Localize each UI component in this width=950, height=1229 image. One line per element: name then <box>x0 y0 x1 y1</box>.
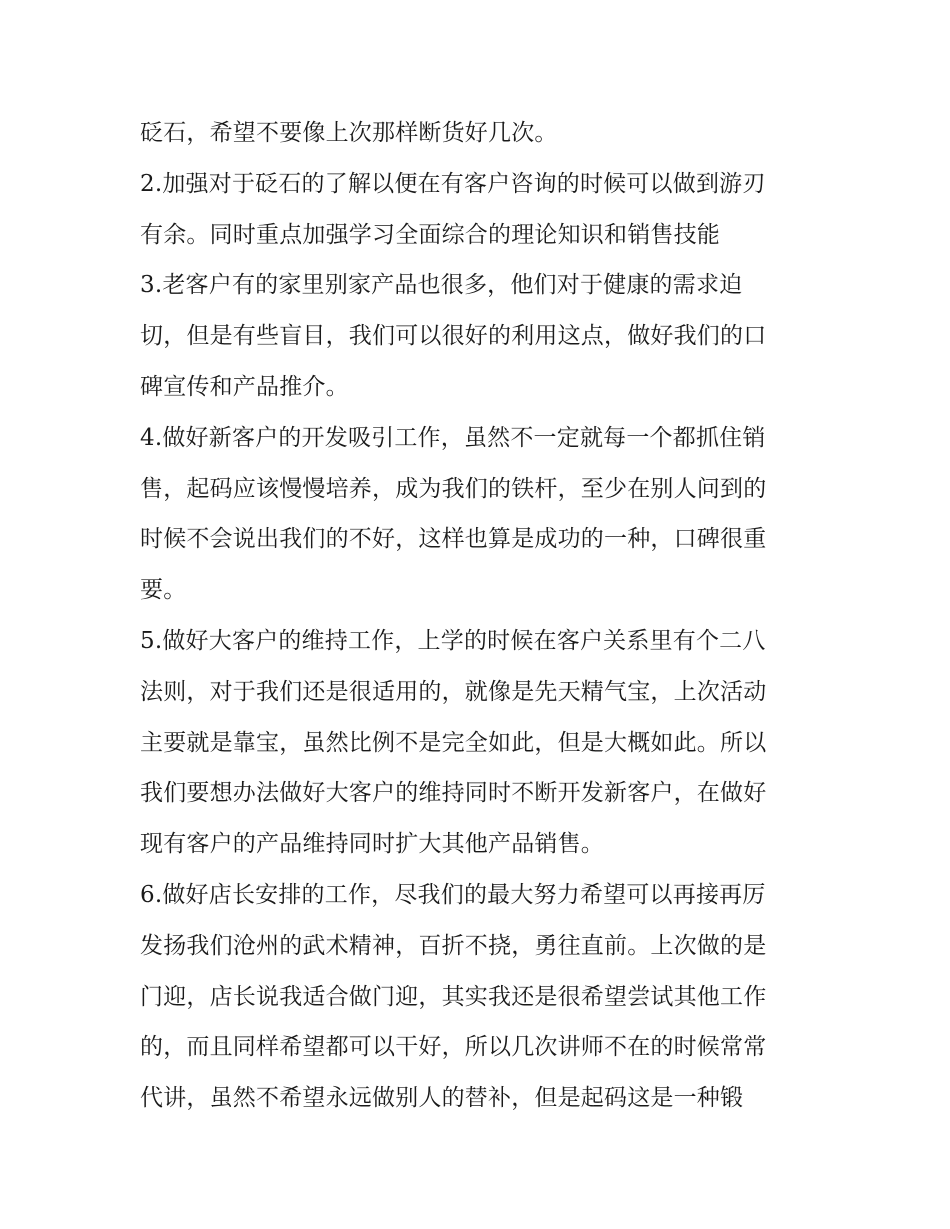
text-line: 现有客户的产品维持同时扩大其他产品销售。 <box>140 831 604 858</box>
text-line: 切，但是有些盲目，我们可以很好的利用这点，做好我们的口 <box>140 323 767 350</box>
text-line: 2.加强对于砭石的了解以便在有客户咨询的时候可以做到游刃 <box>140 170 766 197</box>
text-line: 门迎，店长说我适合做门迎，其实我还是很希望尝试其他工作 <box>140 983 767 1010</box>
text-line: 代讲，虽然不希望永远做别人的替补，但是起码这是一种锻 <box>140 1085 744 1112</box>
text-line: 有余。同时重点加强学习全面综合的理论知识和销售技能 <box>140 221 720 248</box>
text-line: 6.做好店长安排的工作，尽我们的最大努力希望可以再接再厉 <box>140 881 766 908</box>
text-line: 时候不会说出我们的不好，这样也算是成功的一种，口碑很重 <box>140 526 767 553</box>
text-line: 售，起码应该慢慢培养，成为我们的铁杆，至少在别人问到的 <box>140 475 767 502</box>
document-body <box>140 108 820 1124</box>
text-line: 碑宣传和产品推介。 <box>140 373 349 400</box>
text-line: 4.做好新客户的开发吸引工作，虽然不一定就每一个都抓住销 <box>140 424 766 451</box>
text-line: 要。 <box>140 577 187 604</box>
text-line: 法则，对于我们还是很适用的，就像是先天精气宝，上次活动 <box>140 678 767 705</box>
text-line: 主要就是靠宝，虽然比例不是完全如此，但是大概如此。所以 <box>140 729 767 756</box>
text-line: 我们要想办法做好大客户的维持同时不断开发新客户，在做好 <box>140 780 767 807</box>
text-line: 砭石，希望不要像上次那样断货好几次。 <box>140 120 558 146</box>
text-line: 3.老客户有的家里别家产品也很多，他们对于健康的需求迫 <box>140 272 743 299</box>
text-line: 的，而且同样希望都可以干好，所以几次讲师不在的时候常常 <box>140 1034 767 1061</box>
text-line: 5.做好大客户的维持工作，上学的时候在客户关系里有个二八 <box>140 627 766 654</box>
text-line: 发扬我们沧州的武术精神，百折不挠，勇往直前。上次做的是 <box>140 932 767 959</box>
